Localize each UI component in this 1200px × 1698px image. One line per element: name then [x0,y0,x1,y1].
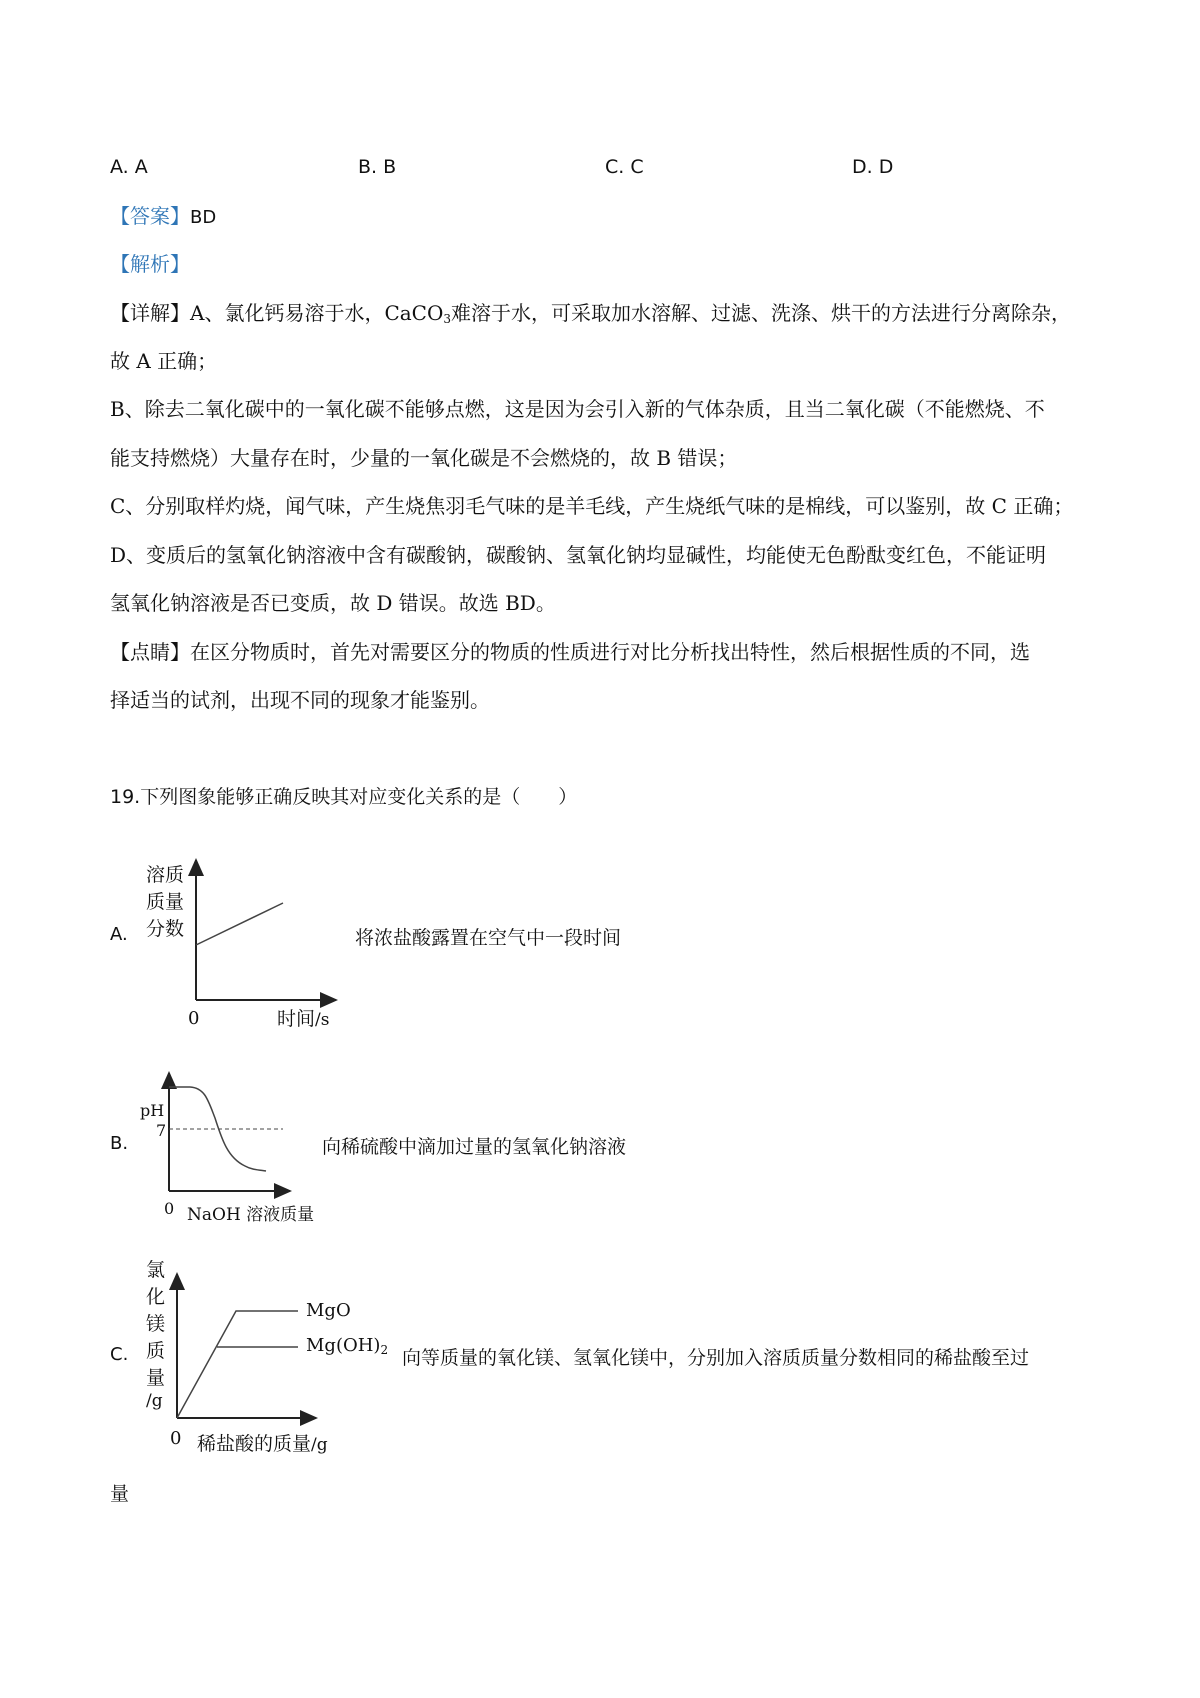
chart-c-ylabel: 质 [146,1340,166,1362]
chart-b-origin: 0 [164,1199,175,1218]
chart-c-ylabel: 量 [146,1367,166,1389]
note-line-2: 择适当的试剂，出现不同的现象才能鉴别。 [110,688,490,712]
chart-a-line [196,903,283,945]
option-d: D. D [852,156,894,178]
x-label-text: 稀盐酸的质量 [197,1433,312,1455]
answer-value: BD [190,207,217,228]
x-unit: /s [315,1010,330,1030]
chart-a-ylabel: 溶质 [146,864,185,886]
item-b-label: B. [110,1133,129,1154]
series-text: Mg(OH) [306,1335,381,1356]
detail-line-3: B、除去二氧化碳中的一氧化碳不能够点燃，这是因为会引入新的气体杂质，且当二氧化碳（不能燃烧、不 [110,397,1045,421]
analysis-label: 【解析】 [110,252,190,276]
detail-text: 难溶于水，可采取加水溶解、过滤、洗涤、烘干的方法进行分离除杂， [451,301,1072,325]
chart-c-yunit: /g [146,1391,163,1411]
question-title: 19.下列图象能够正确反映其对应变化关系的是（ ） [110,786,578,808]
item-c-text: 向等质量的氧化镁、氢氧化镁中，分别加入溶质质量分数相同的稀盐酸至过 [402,1347,1030,1369]
option-a: A. A [110,156,148,178]
answer-label: 【答案】 [110,204,190,228]
x-unit: /g [311,1435,328,1455]
note-line-1: 【点睛】在区分物质时，首先对需要区分的物质的性质进行对比分析找出特性，然后根据性质的不同，选 [110,640,1030,664]
x-label-text: 时间 [277,1008,316,1030]
chart-b-tick-7: 7 [156,1121,167,1140]
detail-line-2: 故 A 正确； [110,349,218,373]
chart-c-origin: 0 [170,1428,182,1449]
chart-b-ylabel: pH [140,1101,165,1120]
detail-line-7: 氢氧化钠溶液是否已变质，故 D 错误。故选 BD。 [110,591,556,615]
chart-a-origin: 0 [188,1008,200,1029]
detail-line-5: C、分别取样灼烧，闻气味，产生烧焦羽毛气味的是羊毛线，产生烧纸气味的是棉线，可以鉴别，故 C 正确； [110,494,1074,518]
item-c-label: C. [110,1344,129,1365]
series-label-mgo: MgO [306,1300,351,1321]
chart-c-ylabel: 镁 [146,1313,166,1335]
item-a-label: A. [110,924,128,945]
subscript: 3 [443,312,452,326]
option-c: C. C [605,156,644,178]
item-a-text: 将浓盐酸露置在空气中一段时间 [355,927,622,949]
chart-a-ylabel: 分数 [146,918,185,940]
subscript: 2 [380,1343,389,1357]
detail-line-6: D、变质后的氢氧化钠溶液中含有碳酸钠，碳酸钠、氢氧化钠均显碱性，均能使无色酚酞变红色，不能证明 [110,543,1047,567]
chart-c-ylabel: 氯 [146,1259,166,1281]
chart-a-ylabel: 质量 [146,891,185,913]
detail-text: 【详解】A、氯化钙易溶于水，CaCO [110,301,444,325]
chart-b-xlabel: NaOH 溶液质量 [187,1205,315,1225]
option-b: B. B [358,156,397,178]
chart-c-ylabel: 化 [146,1286,166,1308]
detail-line-4: 能支持燃烧）大量存在时，少量的一氧化碳是不会燃烧的，故 B 错误； [110,446,738,470]
item-b-text: 向稀硫酸中滴加过量的氢氧化钠溶液 [322,1136,627,1158]
chart-c-mgo-line [177,1311,298,1418]
item-c-text-cont: 量 [110,1483,130,1505]
